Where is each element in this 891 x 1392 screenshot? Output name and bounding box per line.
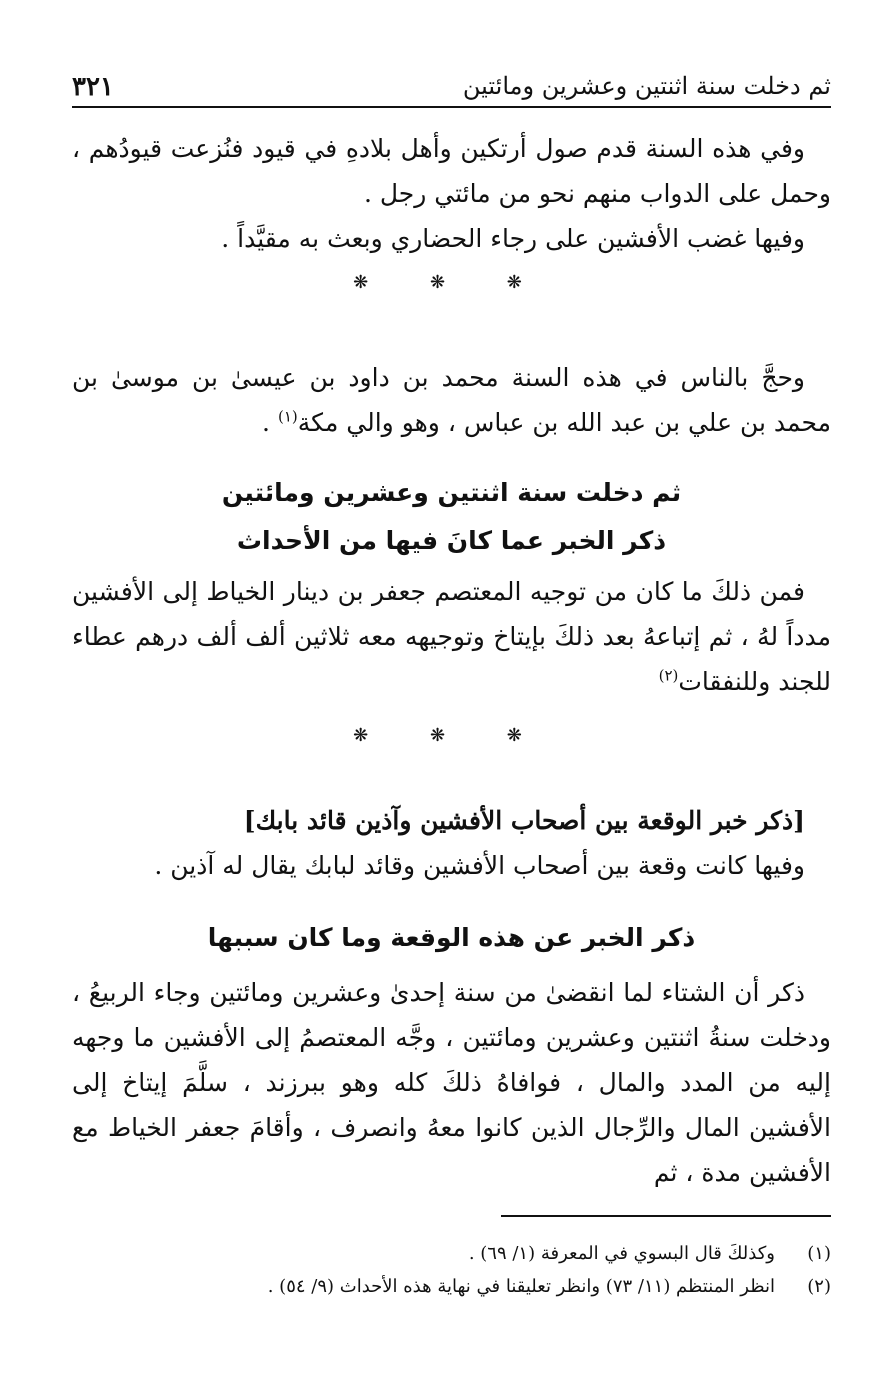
footnote-text: وكذلكَ قال البسوي في المعرفة (١/ ٦٩) . xyxy=(468,1243,775,1264)
paragraph-battle: وفيها كانت وقعة بين أصحاب الأفشين وقائد لبابك يقال له آذين . xyxy=(154,851,805,880)
footnote-text: انظر المنتظم (١١/ ٧٣) وانظر تعليقنا في نهاية هذه الأحداث (٩/ ٥٤) . xyxy=(267,1276,775,1297)
paragraph-afshin-anger: وفيها غضب الأفشين على رجاء الحضاري وبعث به مقيَّداً . xyxy=(221,224,805,253)
footnote-ref-2: (٢) xyxy=(658,666,679,685)
paragraph-reinforcements xyxy=(72,569,831,704)
year-heading: ثم دخلت سنة اثنتين وعشرين ومائتين xyxy=(221,478,682,507)
paragraph-hajj xyxy=(72,355,831,445)
paragraph-prisoners: وفي هذه السنة قدم صول أرتكين وأهل بلادهِ في قيود فنُزعت قيودُهم ، وحمل على الدواب منهم نحو من مائتي رجل . xyxy=(72,134,831,208)
section-separator: ❋ ❋ ❋ xyxy=(353,272,550,293)
section-separator: ❋ ❋ ❋ xyxy=(353,725,550,746)
cause-heading: ذكر الخبر عن هذه الوقعة وما كان سببها xyxy=(207,923,696,952)
footnote-mark: (١) xyxy=(807,1243,831,1264)
battle-subheading: [ذكر خبر الوقعة بين أصحاب الأفشين وآذين قائد بابك] xyxy=(243,806,805,835)
paragraph-hajj-end: . xyxy=(262,408,278,437)
footnote-2 xyxy=(72,1270,831,1303)
footnote-1 xyxy=(72,1237,831,1270)
running-head: ثم دخلت سنة اثنتين وعشرين ومائتين xyxy=(462,72,831,100)
footnote-ref-1: (١) xyxy=(277,407,298,426)
footnote-divider xyxy=(501,1215,831,1217)
book-page xyxy=(72,60,831,1392)
paragraph-cause: ذكر أن الشتاء لما انقضىٰ من سنة إحدىٰ وعشرين ومائتين وجاء الربيعُ ، ودخلت سنةُ اثنتين وعشرين ومائتين ، وجَّه المعتصمُ إلى الأفشين ما وجهه إليه من المدد والمال ، فوافاهُ ذلكَ كله وهو ببرزند ، سلَّمَ إيتاخ إلى الأفشين المال والرِّجال الذين كانوا معهُ وانصرف ، وأقامَ جعفر الخياط مع الأفشين مدة ، ثم xyxy=(72,978,831,1187)
page-header xyxy=(72,60,831,108)
events-heading: ذكر الخبر عما كانَ فيها من الأحداث xyxy=(236,526,667,555)
footnotes xyxy=(72,1237,831,1303)
footnote-mark: (٢) xyxy=(807,1276,831,1297)
paragraph-hajj-text: وحجَّ بالناس في هذه السنة محمد بن داود بن عيسىٰ بن موسىٰ بن محمد بن علي بن عبد الله بن عباس ، وهو والي مكة xyxy=(72,363,831,437)
paragraph-reinforcements-text: فمن ذلكَ ما كان من توجيه المعتصم جعفر بن دينار الخياط إلى الأفشين مدداً لهُ ، ثم إتباعهُ بعد ذلكَ بإيتاخ وتوجيهه معه ثلاثين ألف ألف درهم عطاء للجند وللنفقات xyxy=(72,577,831,696)
page-number: ٣٢١ xyxy=(72,72,114,102)
